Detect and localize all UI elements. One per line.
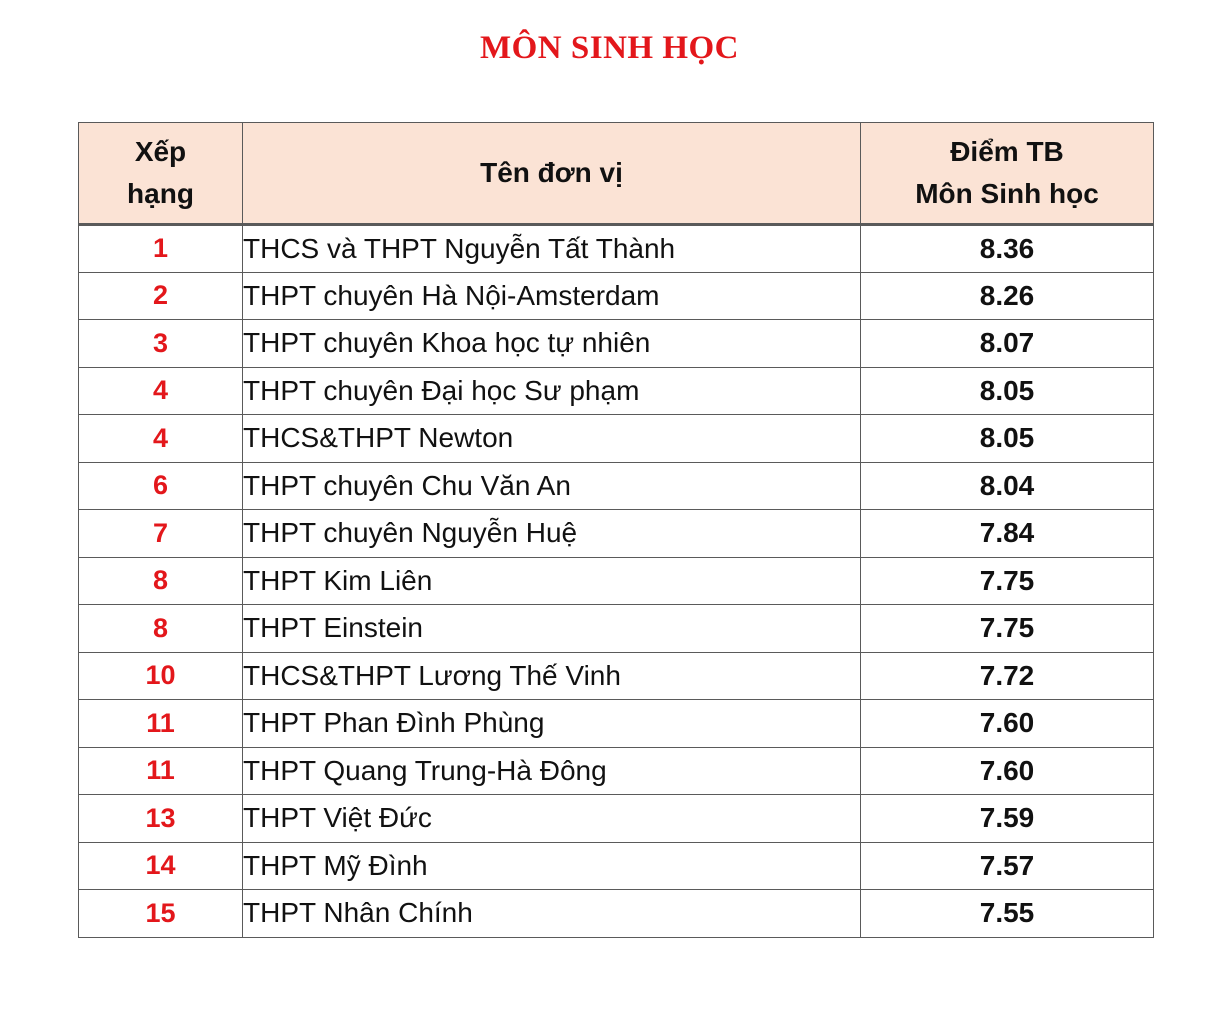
school-name-cell: THPT chuyên Nguyễn Huệ [243, 510, 861, 558]
table-row [79, 415, 1154, 463]
score-cell: 7.75 [861, 557, 1154, 605]
rank-cell: 14 [79, 842, 243, 890]
table-row [79, 557, 1154, 605]
rank-cell: 10 [79, 652, 243, 700]
table-body [79, 225, 1154, 938]
table-row [79, 890, 1154, 938]
score-cell: 7.55 [861, 890, 1154, 938]
score-cell: 8.26 [861, 272, 1154, 320]
header-score [861, 123, 1154, 225]
table-row [79, 795, 1154, 843]
rank-cell: 3 [79, 320, 243, 368]
table-row [79, 700, 1154, 748]
rank-cell: 2 [79, 272, 243, 320]
rank-cell: 4 [79, 367, 243, 415]
school-name-cell: THPT chuyên Đại học Sư phạm [243, 367, 861, 415]
school-name-cell: THPT chuyên Chu Văn An [243, 462, 861, 510]
header-score-line-2: Môn Sinh học [915, 178, 1099, 209]
rank-cell: 1 [79, 225, 243, 273]
score-cell: 8.04 [861, 462, 1154, 510]
school-name-cell: THPT Kim Liên [243, 557, 861, 605]
table-row [79, 842, 1154, 890]
ranking-table [78, 122, 1154, 938]
school-name-cell: THPT Mỹ Đình [243, 842, 861, 890]
header-name-label: Tên đơn vị [480, 157, 623, 188]
page-title: MÔN SINH HỌC [479, 30, 739, 66]
table-row [79, 225, 1154, 273]
school-name-cell: THCS và THPT Nguyễn Tất Thành [243, 225, 861, 273]
rank-cell: 15 [79, 890, 243, 938]
header-rank [79, 123, 243, 225]
score-cell: 8.36 [861, 225, 1154, 273]
score-cell: 7.75 [861, 605, 1154, 653]
rank-cell: 13 [79, 795, 243, 843]
table-row [79, 462, 1154, 510]
score-cell: 8.05 [861, 415, 1154, 463]
rank-cell: 4 [79, 415, 243, 463]
table-row [79, 367, 1154, 415]
header-row [79, 123, 1154, 225]
rank-cell: 11 [79, 747, 243, 795]
school-name-cell: THPT Phan Đình Phùng [243, 700, 861, 748]
school-name-cell: THPT Einstein [243, 605, 861, 653]
score-cell: 8.05 [861, 367, 1154, 415]
rank-cell: 6 [79, 462, 243, 510]
table-header [79, 123, 1154, 225]
header-name [243, 123, 861, 225]
school-name-cell: THPT Quang Trung-Hà Đông [243, 747, 861, 795]
table-row [79, 605, 1154, 653]
rank-cell: 7 [79, 510, 243, 558]
header-rank-line-2: hạng [127, 178, 194, 209]
school-name-cell: THCS&THPT Lương Thế Vinh [243, 652, 861, 700]
school-name-cell: THPT chuyên Hà Nội-Amsterdam [243, 272, 861, 320]
school-name-cell: THPT Nhân Chính [243, 890, 861, 938]
score-cell: 7.60 [861, 747, 1154, 795]
rank-cell: 8 [79, 557, 243, 605]
score-cell: 7.57 [861, 842, 1154, 890]
score-cell: 7.59 [861, 795, 1154, 843]
table-row [79, 652, 1154, 700]
rank-cell: 11 [79, 700, 243, 748]
score-cell: 7.72 [861, 652, 1154, 700]
school-name-cell: THPT chuyên Khoa học tự nhiên [243, 320, 861, 368]
table-row [79, 510, 1154, 558]
rank-cell: 8 [79, 605, 243, 653]
score-cell: 7.60 [861, 700, 1154, 748]
header-rank-line-1: Xếp [134, 136, 187, 167]
school-name-cell: THCS&THPT Newton [243, 415, 861, 463]
score-cell: 7.84 [861, 510, 1154, 558]
table-row [79, 272, 1154, 320]
header-score-line-1: Điểm TB [950, 136, 1064, 167]
school-name-cell: THPT Việt Đức [243, 795, 861, 843]
score-cell: 8.07 [861, 320, 1154, 368]
table-row [79, 747, 1154, 795]
table-row [79, 320, 1154, 368]
